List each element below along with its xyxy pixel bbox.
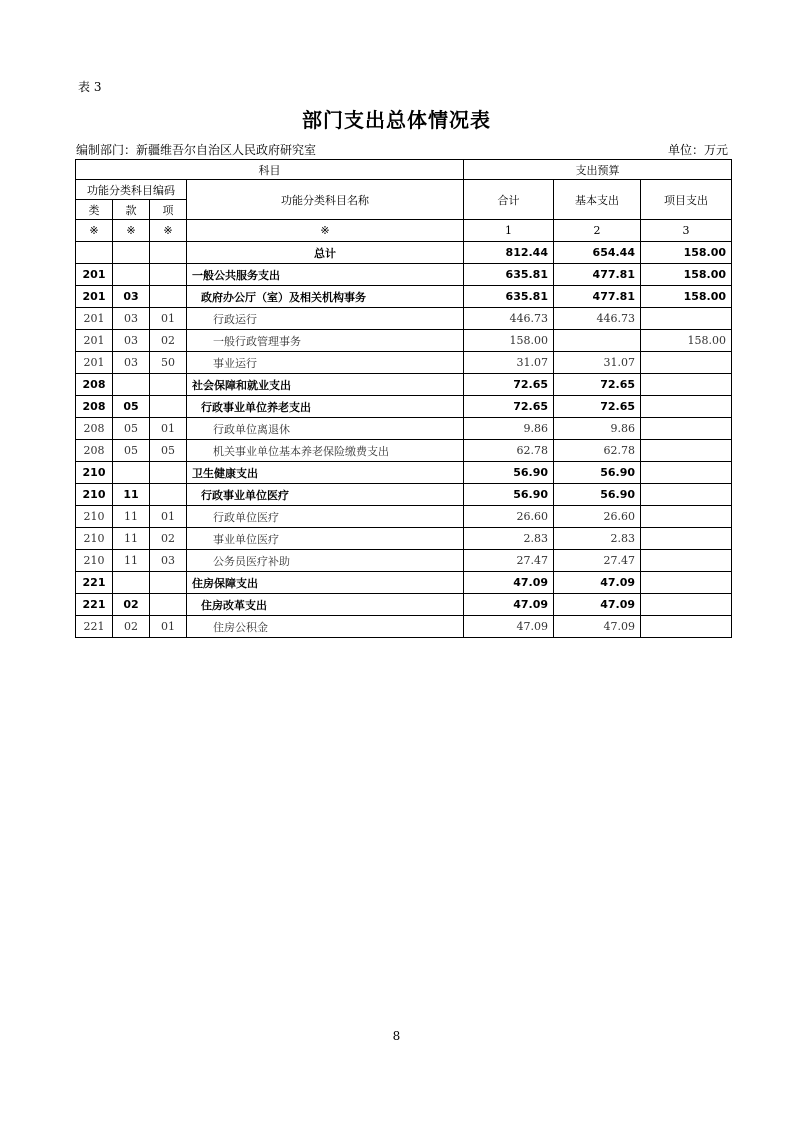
project-col-number: 3 xyxy=(641,220,732,242)
xiang-cell: 01 xyxy=(150,308,187,330)
total-header: 合计 xyxy=(464,180,554,220)
expenditure-table xyxy=(75,159,732,638)
total-cell: 62.78 xyxy=(464,440,554,462)
basic-cell: 9.86 xyxy=(554,418,641,440)
project-cell xyxy=(641,352,732,374)
xiang-mark: ※ xyxy=(150,220,187,242)
marker-row xyxy=(76,220,732,242)
table-number: 表 3 xyxy=(78,80,102,94)
name-cell: 行政单位离退休 xyxy=(187,418,464,440)
total-cell: 2.83 xyxy=(464,528,554,550)
kuan-cell: 03 xyxy=(113,330,150,352)
project-cell xyxy=(641,572,732,594)
project-cell xyxy=(641,616,732,638)
lei-cell: 210 xyxy=(76,506,113,528)
xiang-cell xyxy=(150,572,187,594)
name-cell: 行政事业单位养老支出 xyxy=(187,396,464,418)
kuan-cell xyxy=(113,264,150,286)
table-row xyxy=(76,506,732,528)
project-cell xyxy=(641,484,732,506)
kuan-cell: 05 xyxy=(113,440,150,462)
name-cell: 政府办公厅（室）及相关机构事务 xyxy=(187,286,464,308)
name-cell: 事业单位医疗 xyxy=(187,528,464,550)
project-cell: 158.00 xyxy=(641,264,732,286)
total-cell: 27.47 xyxy=(464,550,554,572)
lei-header: 类 xyxy=(76,200,113,220)
lei-cell: 210 xyxy=(76,550,113,572)
project-cell xyxy=(641,396,732,418)
name-cell: 一般行政管理事务 xyxy=(187,330,464,352)
xiang-cell: 50 xyxy=(150,352,187,374)
table-row xyxy=(76,484,732,506)
name-cell: 卫生健康支出 xyxy=(187,462,464,484)
kuan-cell: 11 xyxy=(113,506,150,528)
basic-cell: 56.90 xyxy=(554,462,641,484)
total-cell: 31.07 xyxy=(464,352,554,374)
kuan-cell: 11 xyxy=(113,528,150,550)
table-row xyxy=(76,418,732,440)
lei-cell: 201 xyxy=(76,264,113,286)
xiang-cell: 01 xyxy=(150,418,187,440)
project-cell: 158.00 xyxy=(641,286,732,308)
kuan-cell: 05 xyxy=(113,396,150,418)
xiang-cell xyxy=(150,264,187,286)
lei-cell: 210 xyxy=(76,528,113,550)
table-row xyxy=(76,462,732,484)
xiang-cell: 05 xyxy=(150,440,187,462)
xiang-cell: 03 xyxy=(150,550,187,572)
lei-cell: 208 xyxy=(76,374,113,396)
name-cell: 一般公共服务支出 xyxy=(187,264,464,286)
name-cell: 住房公积金 xyxy=(187,616,464,638)
xiang-cell xyxy=(150,396,187,418)
kuan-cell: 05 xyxy=(113,418,150,440)
total-cell: 446.73 xyxy=(464,308,554,330)
lei-cell: 210 xyxy=(76,484,113,506)
table-row xyxy=(76,374,732,396)
xiang-cell: 02 xyxy=(150,330,187,352)
total-cell: 72.65 xyxy=(464,396,554,418)
basic-cell: 47.09 xyxy=(554,616,641,638)
total-cell: 47.09 xyxy=(464,616,554,638)
project-cell xyxy=(641,308,732,330)
total-cell: 158.00 xyxy=(464,330,554,352)
xiang-cell: 01 xyxy=(150,506,187,528)
lei-cell: 210 xyxy=(76,462,113,484)
basic-header: 基本支出 xyxy=(554,180,641,220)
kuan-cell xyxy=(113,374,150,396)
name-cell: 住房改革支出 xyxy=(187,594,464,616)
xiang-cell xyxy=(150,374,187,396)
total-cell: 56.90 xyxy=(464,484,554,506)
total-cell: 72.65 xyxy=(464,374,554,396)
lei-mark: ※ xyxy=(76,220,113,242)
basic-cell: 477.81 xyxy=(554,286,641,308)
table-row xyxy=(76,286,732,308)
subject-header: 科目 xyxy=(76,160,464,180)
department-label: 编制部门：新疆维吾尔自治区人民政府研究室 xyxy=(76,143,317,157)
table-row xyxy=(76,594,732,616)
lei-cell: 201 xyxy=(76,352,113,374)
project-cell xyxy=(641,528,732,550)
kuan-cell xyxy=(113,242,150,264)
lei-cell: 201 xyxy=(76,286,113,308)
basic-cell: 62.78 xyxy=(554,440,641,462)
basic-cell: 72.65 xyxy=(554,396,641,418)
total-cell: 47.09 xyxy=(464,572,554,594)
xiang-cell xyxy=(150,484,187,506)
project-header: 项目支出 xyxy=(641,180,732,220)
kuan-cell: 11 xyxy=(113,550,150,572)
table-row xyxy=(76,528,732,550)
project-cell xyxy=(641,550,732,572)
budget-header: 支出预算 xyxy=(464,160,732,180)
project-cell xyxy=(641,594,732,616)
kuan-cell: 02 xyxy=(113,594,150,616)
project-cell xyxy=(641,462,732,484)
table-row xyxy=(76,572,732,594)
kuan-cell: 03 xyxy=(113,308,150,330)
total-cell: 47.09 xyxy=(464,594,554,616)
basic-cell: 2.83 xyxy=(554,528,641,550)
name-cell: 行政事业单位医疗 xyxy=(187,484,464,506)
unit-label: 单位：万元 xyxy=(668,143,729,157)
kuan-cell: 03 xyxy=(113,286,150,308)
basic-cell: 47.09 xyxy=(554,572,641,594)
total-cell: 812.44 xyxy=(464,242,554,264)
xiang-cell: 02 xyxy=(150,528,187,550)
lei-cell: 208 xyxy=(76,396,113,418)
lei-cell: 201 xyxy=(76,330,113,352)
page-title: 部门支出总体情况表 xyxy=(302,108,491,132)
basic-cell: 56.90 xyxy=(554,484,641,506)
project-cell: 158.00 xyxy=(641,330,732,352)
name-cell: 行政运行 xyxy=(187,308,464,330)
lei-cell: 221 xyxy=(76,572,113,594)
name-cell: 住房保障支出 xyxy=(187,572,464,594)
name-header: 功能分类科目名称 xyxy=(187,180,464,220)
basic-cell: 654.44 xyxy=(554,242,641,264)
table-row xyxy=(76,264,732,286)
basic-cell: 477.81 xyxy=(554,264,641,286)
basic-col-number: 2 xyxy=(554,220,641,242)
xiang-cell xyxy=(150,242,187,264)
table-row xyxy=(76,242,732,264)
total-col-number: 1 xyxy=(464,220,554,242)
name-cell: 社会保障和就业支出 xyxy=(187,374,464,396)
project-cell: 158.00 xyxy=(641,242,732,264)
basic-cell: 446.73 xyxy=(554,308,641,330)
xiang-cell xyxy=(150,462,187,484)
project-cell xyxy=(641,440,732,462)
total-cell: 635.81 xyxy=(464,264,554,286)
kuan-mark: ※ xyxy=(113,220,150,242)
total-cell: 9.86 xyxy=(464,418,554,440)
table-row xyxy=(76,550,732,572)
table-row xyxy=(76,440,732,462)
header-row-1 xyxy=(76,160,732,180)
project-cell xyxy=(641,506,732,528)
basic-cell: 27.47 xyxy=(554,550,641,572)
name-cell: 总计 xyxy=(187,242,464,264)
code-group-header: 功能分类科目编码 xyxy=(76,180,187,200)
page-number: 8 xyxy=(392,1029,401,1043)
lei-cell: 208 xyxy=(76,440,113,462)
kuan-cell: 11 xyxy=(113,484,150,506)
name-cell: 公务员医疗补助 xyxy=(187,550,464,572)
lei-cell: 201 xyxy=(76,308,113,330)
table-row xyxy=(76,330,732,352)
lei-cell: 221 xyxy=(76,594,113,616)
total-cell: 26.60 xyxy=(464,506,554,528)
kuan-cell: 02 xyxy=(113,616,150,638)
project-cell xyxy=(641,418,732,440)
basic-cell: 72.65 xyxy=(554,374,641,396)
kuan-cell xyxy=(113,462,150,484)
basic-cell xyxy=(554,330,641,352)
total-cell: 635.81 xyxy=(464,286,554,308)
project-cell xyxy=(641,374,732,396)
table-row xyxy=(76,308,732,330)
table-row xyxy=(76,352,732,374)
xiang-cell xyxy=(150,286,187,308)
name-mark: ※ xyxy=(187,220,464,242)
header-row-2 xyxy=(76,180,732,200)
basic-cell: 26.60 xyxy=(554,506,641,528)
name-cell: 行政单位医疗 xyxy=(187,506,464,528)
name-cell: 事业运行 xyxy=(187,352,464,374)
basic-cell: 47.09 xyxy=(554,594,641,616)
basic-cell: 31.07 xyxy=(554,352,641,374)
name-cell: 机关事业单位基本养老保险缴费支出 xyxy=(187,440,464,462)
kuan-header: 款 xyxy=(113,200,150,220)
xiang-cell xyxy=(150,594,187,616)
kuan-cell xyxy=(113,572,150,594)
lei-cell: 221 xyxy=(76,616,113,638)
table-row xyxy=(76,396,732,418)
xiang-header: 项 xyxy=(150,200,187,220)
xiang-cell: 01 xyxy=(150,616,187,638)
table-row xyxy=(76,616,732,638)
kuan-cell: 03 xyxy=(113,352,150,374)
total-cell: 56.90 xyxy=(464,462,554,484)
lei-cell: 208 xyxy=(76,418,113,440)
lei-cell xyxy=(76,242,113,264)
